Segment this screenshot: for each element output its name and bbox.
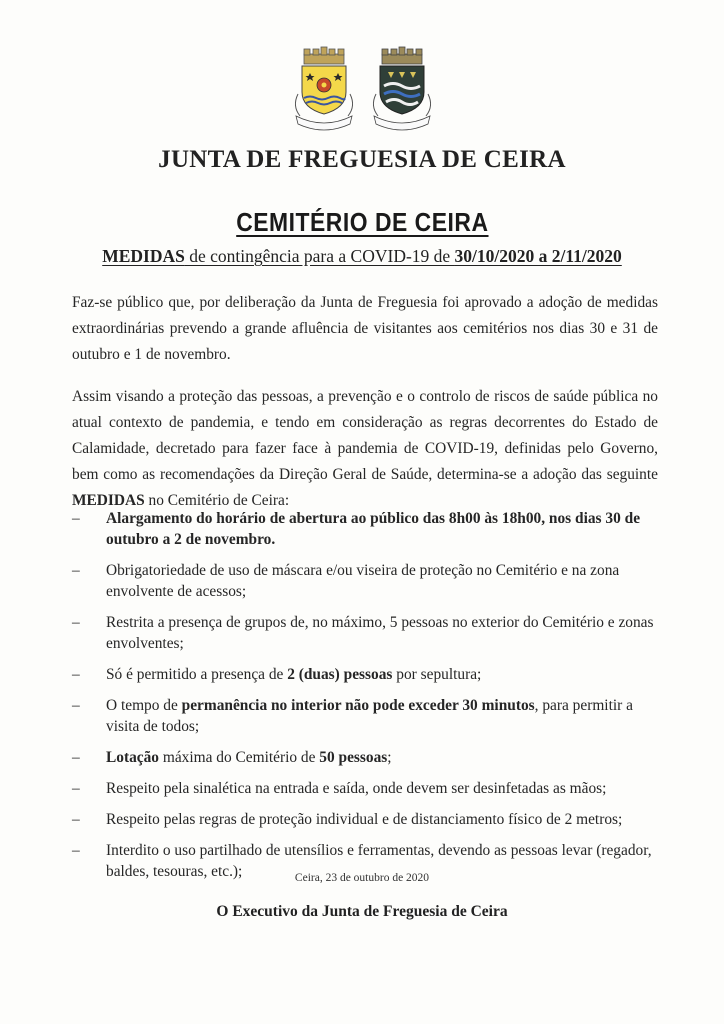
measure-time-b: permanência no interior não pode exceder 30 minutos <box>181 697 535 714</box>
measure-masks: Obrigatoriedade de uso de máscara e/ou viseira de proteção no Cemitério e na zona envolvente de acessos; <box>106 562 620 600</box>
list-item <box>72 695 662 737</box>
date-signoff: Ceira, 23 de outubro de 2020 <box>294 872 430 884</box>
measure-capacity-a: Lotação <box>106 749 160 766</box>
executive-signature: O Executivo da Junta de Freguesia de Ceira <box>216 903 508 920</box>
list-item <box>72 778 662 799</box>
measure-per-grave-c: por sepultura; <box>392 666 482 683</box>
list-dash: – <box>72 749 80 766</box>
list-item <box>72 560 662 602</box>
list-dash: – <box>72 666 80 683</box>
list-item <box>72 809 662 830</box>
list-dash: – <box>72 510 80 527</box>
measure-capacity-d: ; <box>387 749 392 766</box>
list-item <box>72 664 662 685</box>
coats-of-arms <box>286 46 442 136</box>
intro-paragraph: Faz-se público que, por deliberação da Junta de Freguesia foi aprovado a adoção de medidas extraordinárias prevendo a grande afluência de visitantes aos cemitérios nos dias 30 e 31 de outubro e 1 de novembro. <box>72 294 658 363</box>
measure-opening-hours: Alargamento do horário de abertura ao público das 8h00 às 18h00, nos dias 30 de outubro a 2 de novembro. <box>106 510 641 548</box>
heading-text: CEMITÉRIO DE CEIRA <box>235 207 489 237</box>
context-end: no Cemitério de Ceira: <box>144 492 290 509</box>
measures-subheading <box>0 246 724 267</box>
list-dash: – <box>72 811 80 828</box>
vila-de-ceira-crest-icon <box>286 46 362 134</box>
measure-signage: Respeito pela sinalética na entrada e saída, onde devem ser desinfetadas as mãos; <box>106 780 607 797</box>
measures-list <box>72 508 662 892</box>
measure-group-size: Restrita a presença de grupos de, no máximo, 5 pessoas no exterior do Cemitério e zonas envolventes; <box>106 614 654 652</box>
list-dash: – <box>72 614 80 631</box>
measure-capacity-b: máxima do Cemitério de <box>159 749 320 766</box>
list-item <box>72 612 662 654</box>
context-paragraph <box>72 384 658 514</box>
list-dash: – <box>72 562 80 579</box>
list-dash: – <box>72 697 80 714</box>
measure-capacity-c: 50 pessoas <box>319 749 388 766</box>
subheading-medidas: MEDIDAS <box>102 246 185 266</box>
measure-per-grave-a: Só é permitido a presença de <box>106 666 288 683</box>
organization-title: JUNTA DE FREGUESIA DE CEIRA <box>158 146 566 173</box>
list-item <box>72 747 662 768</box>
subheading-dates: 30/10/2020 a 2/11/2020 <box>454 246 622 266</box>
list-item <box>72 508 662 550</box>
measure-per-grave-b: 2 (duas) pessoas <box>287 666 393 683</box>
measure-time-a: O tempo de <box>106 697 182 714</box>
measure-distancing: Respeito pelas regras de proteção individual e de distanciamento físico de 2 metros; <box>106 811 623 828</box>
context-text: Assim visando a proteção das pessoas, a prevenção e o controlo de riscos de saúde pública no atual contexto de pandemia, e tendo em consideração as regras decorrentes do Estado de Calamidade, decretado para fazer face à pandemia de COVID-19, definidas pelo Governo, bem como as recomendações da Direção Geral de Saúde, determina-se a adoção das seguinte <box>72 388 658 483</box>
list-dash: – <box>72 842 80 859</box>
measure-tools: Interdito o uso partilhado de utensílios e ferramentas, devendo as pessoas levar (regador, baldes, tesouras, etc.); <box>106 842 652 880</box>
document-heading <box>0 207 724 238</box>
list-dash: – <box>72 780 80 797</box>
ceira-crest-icon <box>364 46 440 134</box>
subheading-middle: de contingência para a COVID-19 de <box>184 246 455 266</box>
context-medidas: MEDIDAS <box>72 492 145 509</box>
measure-time-c: , para permitir a visita de todos; <box>106 697 633 735</box>
